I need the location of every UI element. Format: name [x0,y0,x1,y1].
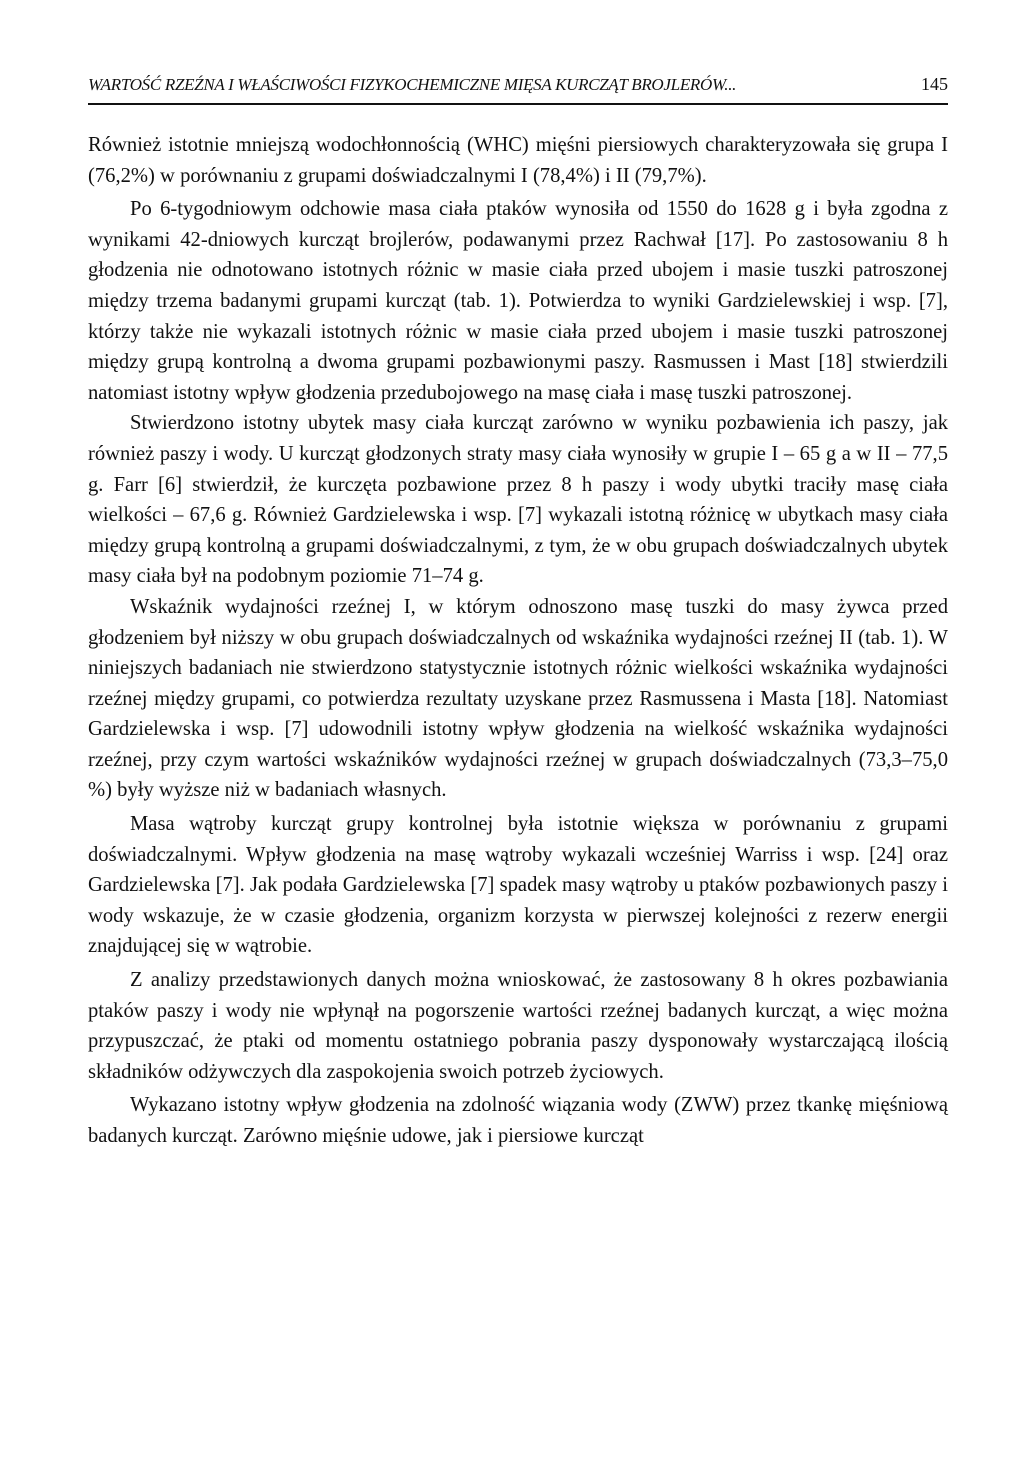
paragraph-dressing-percentage: Wskaźnik wydajności rzeźnej I, w którym odnoszono masę tuszki do masy żywca przed głodzeniem był niższy w obu grupach doświadczalnych od wskaźnika wydajności rzeźnej II (tab. 1). W niniejszych badaniach nie stwierdzono statystycznie istotnych różnic wielkości wskaźnika wydajności rzeźnej między grupami, co potwierdza rezultaty uzyskane przez Rasmussena i Masta [18]. Natomiast Gardzielewska i wsp. [7] udowodnili istotny wpływ głodzenia na wielkość wskaźnika wydajności rzeźnej, przy czym wartości wskaźników wydajności rzeźnej w grupach doświadczalnych (73,3–75,0 %) były wyższe niż w badaniach własnych. [88,595,948,802]
paragraph-whc: Również istotnie mniejszą wodochłonnością (WHC) mięśni piersiowych charakteryzowała się grupa I (76,2%) w porównaniu z grupami doświadczalnymi I (78,4%) i II (79,7%). [88,134,948,187]
paragraph-liver-mass: Masa wątroby kurcząt grupy kontrolnej była istotnie większa w porównaniu z grupami doświadczalnymi. Wpływ głodzenia na masę wątroby wykazali wcześniej Warriss i wsp. [24] oraz Gardzielewska [7]. Jak podała Gardzielewska [7] spadek masy wątroby u ptaków pozbawionych paszy i wody wskazuje, że w czasie głodzenia, organizm korzysta w pierwszej kolejności z rezerw energii znajdującej się w wątrobie. [88,813,948,958]
paragraph-body-mass: Po 6-tygodniowym odchowie masa ciała ptaków wynosiła od 1550 do 1628 g i była zgodna z wynikami 42-dniowych kurcząt brojlerów, podawanymi przez Rachwał [17]. Po zastosowaniu 8 h głodzenia nie odnotowano istotnych różnic w masie ciała przed ubojem i masie tuszki patroszonej między trzema badanymi grupami kurcząt (tab. 1). Potwierdza to wyniki Gardzielewskiej i wsp. [7], którzy także nie wykazali istotnych różnic w masie ciała przed ubojem i masie tuszki patroszonej między grupą kontrolną a dwoma grupami pozbawionymi paszy. Rasmussen i Mast [18] stwierdzili natomiast istotny wpływ głodzenia przedubojowego na masę ciała i masę tuszki patroszonej. [88,198,948,404]
header-rule [88,103,948,105]
body-text [88,130,948,1152]
paragraph-mass-loss: Stwierdzono istotny ubytek masy ciała kurcząt zarówno w wyniku pozbawienia ich paszy, jak również paszy i wody. U kurcząt głodzonych straty masy ciała wynosiły w grupie I – 65 g a w II – 77,5 g. Farr [6] stwierdził, że kurczęta pozbawione przez 8 h paszy i wody ubytki traciły masę ciała wielkości – 67,6 g. Również Gardzielewska i wsp. [7] wykazali istotną różnicę w ubytkach masy ciała między grupą kontrolną a grupami doświadczalnymi, z tym, że w obu grupach doświadczalnych ubytek masy ciała był na podobnym poziomie 71–74 g. [88,412,948,588]
running-header [88,74,948,95]
running-title: WARTOŚĆ RZEŹNA I WŁAŚCIWOŚCI FIZYKOCHEMICZNE MIĘSA KURCZĄT BROJLERÓW... [88,75,737,94]
paragraph-conclusion: Z analizy przedstawionych danych można wnioskować, że zastosowany 8 h okres pozbawiania ptaków paszy i wody nie wpłynął na pogorszenie wartości rzeźnej badanych kurcząt, a więc można przypuszczać, że ptaki od momentu ostatniego pobrania paszy dysponowały wystarczającą ilością składników odżywczych dla zaspokojenia swoich potrzeb życiowych. [88,969,948,1083]
paragraph-water-holding: Wykazano istotny wpływ głodzenia na zdolność wiązania wody (ZWW) przez tkankę mięśniową badanych kurcząt. Zarówno mięśnie udowe, jak i piersiowe kurcząt [88,1094,948,1147]
page-number: 145 [921,74,948,94]
